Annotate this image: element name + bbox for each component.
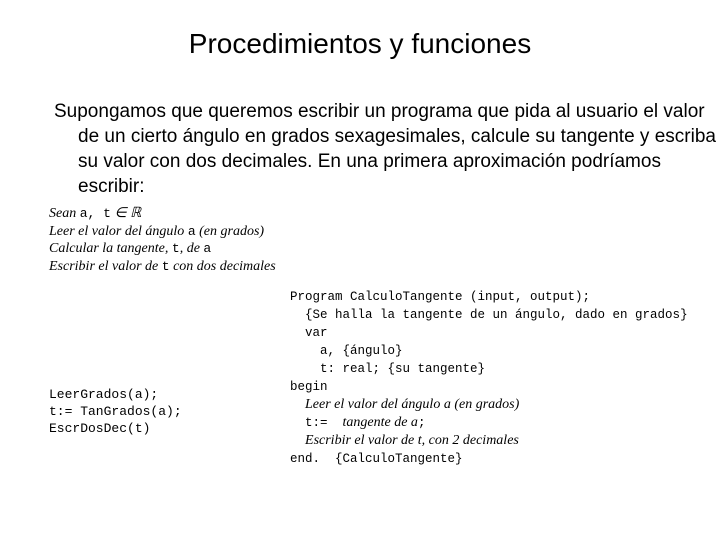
program-line-8: t:= tangente de a;: [290, 415, 426, 430]
code-left-line-2: t:= TanGrados(a);: [49, 404, 182, 419]
algo-line-2: Leer el valor del ángulo a (en grados): [49, 223, 265, 239]
program-line-5: t: real; {su tangente}: [290, 362, 486, 376]
program-line-6: begin: [290, 380, 328, 394]
program-line-4: a, {ángulo}: [290, 344, 403, 358]
program-line-3: var: [290, 326, 328, 340]
code-left-line-3: EscrDosDec(t): [49, 421, 151, 436]
algorithm-sketch: [49, 205, 276, 275]
program-line-9: Escribir el valor de t, con 2 decimales: [305, 433, 519, 448]
intro-paragraph: Supongamos que queremos escribir un programa que pida al usuario el valor de un cierto ángulo en grados sexagesimales, calcule su tangente y escriba su valor con dos decimales. En una primera aproximación podríamos escribir:: [54, 101, 716, 197]
program-line-2: {Se halla la tangente de un ángulo, dado en grados}: [290, 308, 688, 322]
code-refinement: [49, 386, 182, 437]
algo-line-1: Sean a, t ∈ ℝ: [49, 206, 142, 221]
program-line-7: Leer el valor del ángulo a (en grados): [305, 397, 520, 412]
code-left-line-1: LeerGrados(a);: [49, 387, 159, 402]
slide-title: Procedimientos y funciones: [188, 28, 532, 59]
program-line-1: Program CalculoTangente (input, output);: [290, 290, 591, 304]
program-listing: [290, 288, 688, 468]
program-line-10: end. {CalculoTangente}: [290, 452, 463, 466]
algo-line-4: Escribir el valor de t con dos decimales: [49, 258, 276, 274]
algo-line-3: Calcular la tangente, t, de a: [49, 241, 212, 256]
